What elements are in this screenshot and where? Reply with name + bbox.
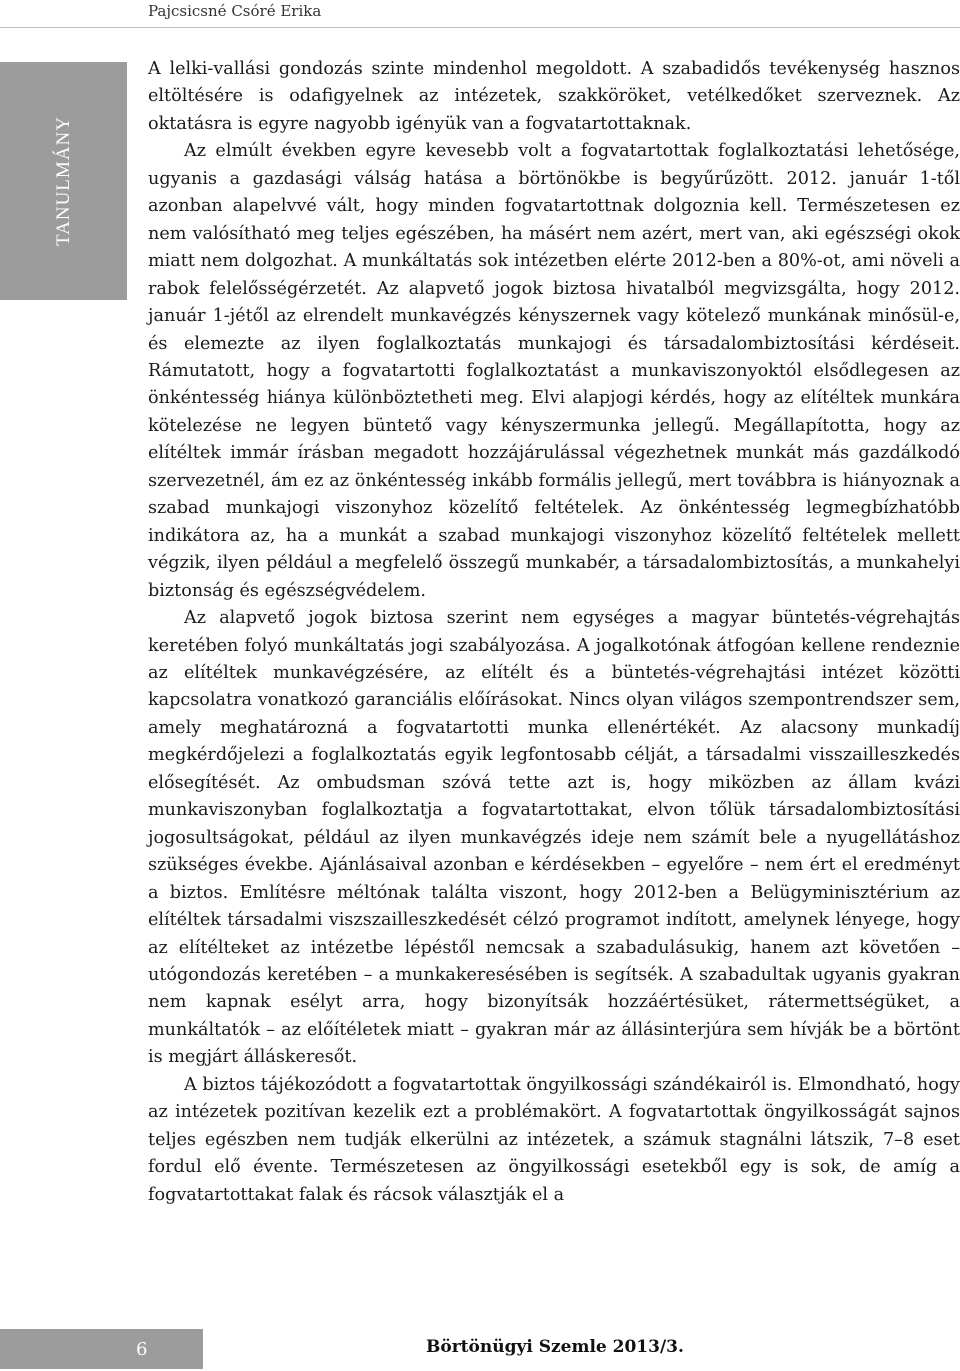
page-number-box — [0, 1329, 203, 1369]
paragraph: Az elmúlt években egyre kevesebb volt a fogvatartottak foglalkoztatási lehetősége, ugyanis a gazdasági válság hatása a börtönökbe is begyűrűzött. 2012. január 1-től azonban alapelvvé vált, hogy minden fogvatartottnak dolgoznia kell. Természetesen ez nem valósítható meg teljes egészében, ha másért nem azért, mert van, aki egészségi okok miatt nem dolgozhat. A munkáltatás sok intézetben elérte 2012-ben a 80%-ot, ami növeli a rabok felelősségérzetét. Az alapvető jogok biztosa hivatalból megvizsgálta, hogy 2012. január 1-jétől az elrendelt munkavégzés kényszernek vagy kötelező munkának minősül-e, és elemezte az ilyen foglalkoztatás munkajogi és társadalombiztosítási kérdéseit. Rámutatott, hogy a fogvatartotti foglalkoztatást a munkaviszonyoktól elsődlegesen az önkéntesség hiánya különböztetheti meg. Elvi alapjogi kérdés, hogy az elítéltek munkára kötelezése ne legyen büntető vagy kényszermunka jellegű. Megállapította, hogy az elítéltek immár írásban megadott hozzájárulással végezhetnek munkát más gazdálkodó szervezetnél, ám ez az önkéntesség inkább formális jellegű, mert továbbra is hiányoznak a szabad munkajogi viszonyhoz közelítő feltételek. Az önkéntesség legmegbízhatóbb indikátora az, ha a munkát a szabad munkajogi viszonyhoz közelítő feltételek mellett végzik, ilyen például a megfelelő összegű munkabér, a társadalombiztosítás, a munkahelyi biztonság és egészségvédelem. — [148, 141, 960, 601]
page-number: 6 — [136, 1338, 148, 1360]
header-divider — [0, 27, 960, 28]
paragraph: A biztos tájékozódott a fogvatartottak öngyilkossági szándékairól is. Elmondható, hogy az intézetek pozitívan kezelik ezt a problémakört. A fogvatartottak öngyilkosságát sajnos teljes egészben nem tudják elkerülni az intézetek, a számuk stagnálni látszik, 7–8 eset fordul elő évente. Természetesen az öngyilkossági esetekből egy is sok, de amíg a fogvatartottakat falak és rácsok választják el a — [148, 1074, 960, 1205]
section-tab — [0, 62, 127, 300]
section-tab-label: TANULMÁNY — [52, 116, 74, 246]
paragraph: A lelki-vallási gondozás szinte mindenhol megoldott. A szabadidős tevékenység hasznos eltöltésére is odafigyelnek az intézetek, szakköröket, vetélkedőket szerveznek. Az oktatásra is egyre nagyobb igényük van a fogvatartottaknak. — [148, 59, 960, 134]
running-head-author: Pajcsicsné Csóré Erika — [148, 2, 322, 20]
article-body — [148, 56, 960, 1209]
paragraph: Az alapvető jogok biztosa szerint nem egységes a magyar büntetés-végrehajtás keretében folyó munkáltatás jogi szabályozása. A jogalkotónak átfogóan kellene rendeznie az elítéltek munkavégzésére, az elítélt és a büntetés-végrehajtási intézet közötti kapcsolatra vonatkozó garanciális előírásokat. Nincs olyan világos szempontrendszer sem, amely meghatározná a fogvatartotti munka ellenértékét. Az alacsony munkadíj megkérdőjelezi a foglalkoztatás egyik legfontosabb célját, a társadalmi visszailleszkedés elősegítését. Az ombudsman szóvá tette azt is, hogy miközben az állam kvázi munkaviszonyban foglalkoztatja a fogvatartottakat, elvon tőlük társadalombiztosítási jogosultságokat, például az ilyen munkavégzés ideje nem számít bele a nyugellátáshoz szükséges évekbe. Ajánlásaival azonban e kérdésekben – egyelőre – nem ért el eredményt a biztos. Említésre méltónak találta viszont, hogy 2012-ben a Belügyminisztérium az elítéltek társadalmi viszszailleszkedését célzó programot indított, amelynek lényege, hogy az elítélteket az intézetbe lépéstől nemcsak a szabadulásukig, hanem azt követően – utógondozás keretében – a munkakeresésében is segítsék. A szabadultak ugyanis gyakran nem kapnak esélyt arra, hogy bizonyítsák hozzáértésüket, rátermettségüket, a munkáltatók – az előítéletek miatt – gyakran már az állásinterjúra sem hívják be a börtönt is megjárt álláskeresőt. — [148, 608, 960, 1068]
journal-title: Börtönügyi Szemle 2013/3. — [426, 1337, 684, 1357]
